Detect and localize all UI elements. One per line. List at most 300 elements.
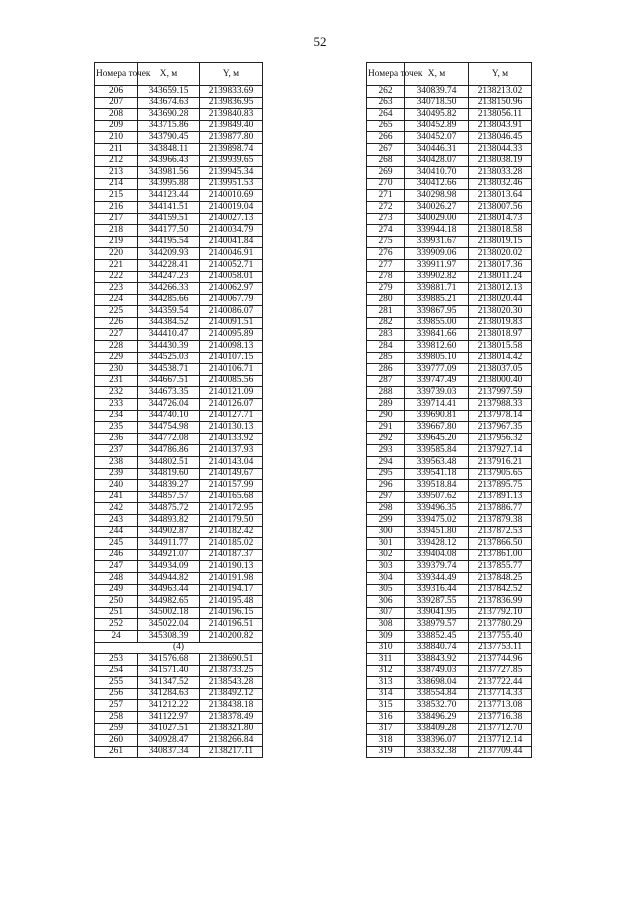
table-row (95, 236, 263, 248)
y-coordinate-cell: 2140133.92 (200, 433, 263, 445)
point-number-cell: 259 (95, 723, 138, 735)
y-coordinate-cell: 2138217.11 (200, 746, 263, 758)
x-coordinate-cell: 340412.66 (405, 178, 469, 190)
x-coordinate-cell: 344228.41 (138, 259, 200, 271)
point-number-cell: 210 (95, 132, 138, 144)
point-number-cell: 268 (367, 155, 405, 167)
table-row (367, 665, 532, 677)
point-number-cell: 288 (367, 387, 405, 399)
y-coordinate-cell: 2138733.25 (200, 665, 263, 677)
y-coordinate-cell: 2138266.84 (200, 735, 263, 747)
table-row (367, 642, 532, 654)
y-coordinate-cell: 2138038.19 (469, 155, 532, 167)
y-coordinate-cell: 2140130.13 (200, 422, 263, 434)
y-coordinate-cell: 2137755.40 (469, 630, 532, 642)
point-number-cell: 291 (367, 422, 405, 434)
x-coordinate-cell: 344875.72 (138, 503, 200, 515)
point-number-cell: 224 (95, 294, 138, 306)
table-row (95, 306, 263, 318)
x-coordinate-cell: 344839.27 (138, 480, 200, 492)
table-row (367, 271, 532, 283)
table-row (95, 248, 263, 260)
point-number-cell: 278 (367, 271, 405, 283)
table-row (367, 457, 532, 469)
x-coordinate-cell: 339805.10 (405, 352, 469, 364)
x-coordinate-cell: 344247.23 (138, 271, 200, 283)
x-coordinate-cell: 344209.93 (138, 248, 200, 260)
table-row (95, 167, 263, 179)
point-number-cell: 297 (367, 491, 405, 503)
point-number-cell: 275 (367, 236, 405, 248)
table-row (367, 97, 532, 109)
x-coordinate-cell: 343715.86 (138, 120, 200, 132)
table-row (367, 364, 532, 376)
point-number-cell: 313 (367, 677, 405, 689)
point-number-cell: 244 (95, 526, 138, 538)
x-coordinate-cell: 341212.22 (138, 700, 200, 712)
y-coordinate-cell: 2137727.85 (469, 665, 532, 677)
y-coordinate-cell: 2137722.44 (469, 677, 532, 689)
table-row (95, 619, 263, 631)
point-number-cell: 254 (95, 665, 138, 677)
x-coordinate-cell: 339316.44 (405, 584, 469, 596)
y-coordinate-cell: 2140172.95 (200, 503, 263, 515)
x-coordinate-cell: 343848.11 (138, 143, 200, 155)
point-number-cell: 287 (367, 375, 405, 387)
point-number-cell: 246 (95, 549, 138, 561)
point-number-cell: 225 (95, 306, 138, 318)
point-number-cell: 272 (367, 201, 405, 213)
y-coordinate-cell: 2140058.01 (200, 271, 263, 283)
table-row (367, 213, 532, 225)
table-row (95, 607, 263, 619)
table-row (95, 329, 263, 341)
y-coordinate-cell: 2140027.13 (200, 213, 263, 225)
x-coordinate-cell: 344123.44 (138, 190, 200, 202)
table-row (95, 341, 263, 353)
y-coordinate-cell: 2140034.79 (200, 225, 263, 237)
y-coordinate-cell: 2138011.24 (469, 271, 532, 283)
x-coordinate-cell: 344359.54 (138, 306, 200, 318)
table-row (95, 572, 263, 584)
table-row (95, 480, 263, 492)
x-coordinate-cell: 339518.84 (405, 480, 469, 492)
x-coordinate-cell: 344410.47 (138, 329, 200, 341)
point-number-cell: 237 (95, 445, 138, 457)
point-number-cell: 270 (367, 178, 405, 190)
table-row (95, 514, 263, 526)
x-coordinate-cell: 341571.40 (138, 665, 200, 677)
table-row (95, 259, 263, 271)
point-number-cell: 239 (95, 468, 138, 480)
x-coordinate-cell: 338843.92 (405, 654, 469, 666)
table-row (367, 445, 532, 457)
section-label: (4) (95, 642, 263, 654)
point-number-cell: 269 (367, 167, 405, 179)
point-number-cell: 310 (367, 642, 405, 654)
table-row (367, 190, 532, 202)
table-row (95, 654, 263, 666)
table-row (367, 677, 532, 689)
y-coordinate-cell: 2140157.99 (200, 480, 263, 492)
header-point-number: Номера точек (367, 63, 405, 86)
x-coordinate-cell: 338979.57 (405, 619, 469, 631)
x-coordinate-cell: 340026.27 (405, 201, 469, 213)
point-number-cell: 309 (367, 630, 405, 642)
table-row (95, 503, 263, 515)
point-number-cell: 304 (367, 572, 405, 584)
point-number-cell: 227 (95, 329, 138, 341)
table-row (95, 178, 263, 190)
point-number-cell: 250 (95, 596, 138, 608)
x-coordinate-cell: 344430.39 (138, 341, 200, 353)
point-number-cell: 262 (367, 86, 405, 98)
table-row (367, 549, 532, 561)
x-coordinate-cell: 339404.08 (405, 549, 469, 561)
x-coordinate-cell: 344934.09 (138, 561, 200, 573)
y-coordinate-cell: 2139877.80 (200, 132, 263, 144)
point-number-cell: 298 (367, 503, 405, 515)
x-coordinate-cell: 344921.07 (138, 549, 200, 561)
table-row (367, 688, 532, 700)
x-coordinate-cell: 345022.04 (138, 619, 200, 631)
table-row (95, 549, 263, 561)
y-coordinate-cell: 2140194.17 (200, 584, 263, 596)
x-coordinate-cell: 340495.82 (405, 109, 469, 121)
table-row (367, 167, 532, 179)
y-coordinate-cell: 2137879.38 (469, 514, 532, 526)
y-coordinate-cell: 2138017.36 (469, 259, 532, 271)
table-row (95, 352, 263, 364)
x-coordinate-cell: 341122.97 (138, 712, 200, 724)
table-row (367, 201, 532, 213)
point-number-cell: 281 (367, 306, 405, 318)
point-number-cell: 241 (95, 491, 138, 503)
y-coordinate-cell: 2138015.58 (469, 341, 532, 353)
y-coordinate-cell: 2137866.50 (469, 538, 532, 550)
y-coordinate-cell: 2140191.98 (200, 572, 263, 584)
point-number-cell: 277 (367, 259, 405, 271)
point-number-cell: 271 (367, 190, 405, 202)
point-number-cell: 217 (95, 213, 138, 225)
point-number-cell: 232 (95, 387, 138, 399)
y-coordinate-cell: 2138033.28 (469, 167, 532, 179)
y-coordinate-cell: 2140095.89 (200, 329, 263, 341)
point-number-cell: 223 (95, 283, 138, 295)
x-coordinate-cell: 344944.82 (138, 572, 200, 584)
x-coordinate-cell: 340410.70 (405, 167, 469, 179)
x-coordinate-cell: 339747.49 (405, 375, 469, 387)
y-coordinate-cell: 2137886.77 (469, 503, 532, 515)
table-row (95, 468, 263, 480)
x-coordinate-cell: 343966.43 (138, 155, 200, 167)
y-coordinate-cell: 2137895.75 (469, 480, 532, 492)
table-row (367, 468, 532, 480)
y-coordinate-cell: 2138020.02 (469, 248, 532, 260)
table-row (95, 213, 263, 225)
y-coordinate-cell: 2137978.14 (469, 410, 532, 422)
y-coordinate-cell: 2137792.10 (469, 607, 532, 619)
y-coordinate-cell: 2137744.96 (469, 654, 532, 666)
page-number: 52 (313, 34, 327, 49)
table-row (367, 387, 532, 399)
table-row (95, 433, 263, 445)
point-number-cell: 215 (95, 190, 138, 202)
y-coordinate-cell: 2140067.79 (200, 294, 263, 306)
coordinates-table-right (366, 62, 532, 758)
y-coordinate-cell: 2137855.77 (469, 561, 532, 573)
y-coordinate-cell: 2138000.40 (469, 375, 532, 387)
y-coordinate-cell: 2140195.48 (200, 596, 263, 608)
x-coordinate-cell: 344982.65 (138, 596, 200, 608)
x-coordinate-cell: 340837.34 (138, 746, 200, 758)
x-coordinate-cell: 339645.20 (405, 433, 469, 445)
x-coordinate-cell: 344857.57 (138, 491, 200, 503)
y-coordinate-cell: 2139833.69 (200, 86, 263, 98)
y-coordinate-cell: 2140196.51 (200, 619, 263, 631)
point-number-cell: 258 (95, 712, 138, 724)
x-coordinate-cell: 339881.71 (405, 283, 469, 295)
x-coordinate-cell: 340718.50 (405, 97, 469, 109)
x-coordinate-cell: 338554.84 (405, 688, 469, 700)
x-coordinate-cell: 340928.47 (138, 735, 200, 747)
y-coordinate-cell: 2138019.83 (469, 317, 532, 329)
table-row (367, 178, 532, 190)
x-coordinate-cell: 344963.44 (138, 584, 200, 596)
x-coordinate-cell: 339902.82 (405, 271, 469, 283)
point-number-cell: 306 (367, 596, 405, 608)
table-row (95, 677, 263, 689)
point-number-cell: 266 (367, 132, 405, 144)
table-row (367, 514, 532, 526)
table-row (367, 712, 532, 724)
table-row (95, 387, 263, 399)
x-coordinate-cell: 339344.49 (405, 572, 469, 584)
x-coordinate-cell: 341027.51 (138, 723, 200, 735)
point-number-cell: 231 (95, 375, 138, 387)
point-number-cell: 229 (95, 352, 138, 364)
point-number-cell: 206 (95, 86, 138, 98)
table-row (367, 572, 532, 584)
table-row (95, 375, 263, 387)
table-row (95, 294, 263, 306)
y-coordinate-cell: 2138018.97 (469, 329, 532, 341)
x-coordinate-cell: 339667.80 (405, 422, 469, 434)
table-row (95, 630, 263, 642)
point-number-cell: 318 (367, 735, 405, 747)
x-coordinate-cell: 341347.52 (138, 677, 200, 689)
coordinates-table-left (94, 62, 263, 758)
point-number-cell: 316 (367, 712, 405, 724)
table-row (95, 735, 263, 747)
x-coordinate-cell: 344195.54 (138, 236, 200, 248)
x-coordinate-cell: 339841.66 (405, 329, 469, 341)
point-number-cell: 256 (95, 688, 138, 700)
x-coordinate-cell: 341576.68 (138, 654, 200, 666)
point-number-cell: 263 (367, 97, 405, 109)
y-coordinate-cell: 2140165.68 (200, 491, 263, 503)
point-number-cell: 284 (367, 341, 405, 353)
point-number-cell: 282 (367, 317, 405, 329)
x-coordinate-cell: 340298.98 (405, 190, 469, 202)
y-coordinate-cell: 2137753.11 (469, 642, 532, 654)
point-number-cell: 242 (95, 503, 138, 515)
table-row (367, 630, 532, 642)
left-table-body (95, 86, 263, 643)
x-coordinate-cell: 340839.74 (405, 86, 469, 98)
y-coordinate-cell: 2137956.32 (469, 433, 532, 445)
section-label-row (95, 642, 263, 654)
x-coordinate-cell: 339777.09 (405, 364, 469, 376)
point-number-cell: 24 (95, 630, 138, 642)
y-coordinate-cell: 2138321.80 (200, 723, 263, 735)
y-coordinate-cell: 2140187.37 (200, 549, 263, 561)
y-coordinate-cell: 2138007.56 (469, 201, 532, 213)
y-coordinate-cell: 2138020.44 (469, 294, 532, 306)
x-coordinate-cell: 339041.95 (405, 607, 469, 619)
point-number-cell: 311 (367, 654, 405, 666)
y-coordinate-cell: 2137861.00 (469, 549, 532, 561)
table-row (95, 712, 263, 724)
x-coordinate-cell: 344266.33 (138, 283, 200, 295)
point-number-cell: 207 (95, 97, 138, 109)
point-number-cell: 294 (367, 457, 405, 469)
y-coordinate-cell: 2138032.46 (469, 178, 532, 190)
table-row (95, 561, 263, 573)
x-coordinate-cell: 339451.80 (405, 526, 469, 538)
x-coordinate-cell: 344819.60 (138, 468, 200, 480)
x-coordinate-cell: 344141.51 (138, 201, 200, 213)
y-coordinate-cell: 2140182.42 (200, 526, 263, 538)
x-coordinate-cell: 343995.88 (138, 178, 200, 190)
x-coordinate-cell: 338409.28 (405, 723, 469, 735)
table-row (95, 410, 263, 422)
y-coordinate-cell: 2138046.45 (469, 132, 532, 144)
x-coordinate-cell: 343690.28 (138, 109, 200, 121)
point-number-cell: 257 (95, 700, 138, 712)
y-coordinate-cell: 2139939.65 (200, 155, 263, 167)
table-row (367, 375, 532, 387)
x-coordinate-cell: 339541.18 (405, 468, 469, 480)
table-row (367, 526, 532, 538)
y-coordinate-cell: 2140143.04 (200, 457, 263, 469)
table-row (367, 433, 532, 445)
y-coordinate-cell: 2140126.07 (200, 399, 263, 411)
x-coordinate-cell: 339909.06 (405, 248, 469, 260)
y-coordinate-cell: 2138690.51 (200, 654, 263, 666)
x-coordinate-cell: 343790.45 (138, 132, 200, 144)
table-row (367, 399, 532, 411)
x-coordinate-cell: 344285.66 (138, 294, 200, 306)
y-coordinate-cell: 2140137.93 (200, 445, 263, 457)
x-coordinate-cell: 338496.29 (405, 712, 469, 724)
x-coordinate-cell: 339507.62 (405, 491, 469, 503)
x-coordinate-cell: 344754.98 (138, 422, 200, 434)
table-row (367, 654, 532, 666)
table-row (367, 283, 532, 295)
point-number-cell: 261 (95, 746, 138, 758)
y-coordinate-cell: 2140046.91 (200, 248, 263, 260)
table-row (95, 283, 263, 295)
table-row (367, 410, 532, 422)
point-number-cell: 251 (95, 607, 138, 619)
table-row (367, 723, 532, 735)
x-coordinate-cell: 341284.63 (138, 688, 200, 700)
table-row (95, 746, 263, 758)
y-coordinate-cell: 2137712.70 (469, 723, 532, 735)
table-header-row (367, 63, 532, 86)
point-number-cell: 233 (95, 399, 138, 411)
point-number-cell: 290 (367, 410, 405, 422)
point-number-cell: 255 (95, 677, 138, 689)
table-row (95, 271, 263, 283)
x-coordinate-cell: 344525.03 (138, 352, 200, 364)
x-coordinate-cell: 339690.81 (405, 410, 469, 422)
x-coordinate-cell: 339379.74 (405, 561, 469, 573)
y-coordinate-cell: 2139951.53 (200, 178, 263, 190)
point-number-cell: 216 (95, 201, 138, 213)
point-number-cell: 280 (367, 294, 405, 306)
x-coordinate-cell: 338396.07 (405, 735, 469, 747)
y-coordinate-cell: 2138020.30 (469, 306, 532, 318)
point-number-cell: 222 (95, 271, 138, 283)
point-number-cell: 240 (95, 480, 138, 492)
table-row (367, 503, 532, 515)
x-coordinate-cell: 343981.56 (138, 167, 200, 179)
point-number-cell: 245 (95, 538, 138, 550)
x-coordinate-cell: 338840.74 (405, 642, 469, 654)
x-coordinate-cell: 338749.03 (405, 665, 469, 677)
table-row (95, 584, 263, 596)
y-coordinate-cell: 2138438.18 (200, 700, 263, 712)
point-number-cell: 264 (367, 109, 405, 121)
table-row (367, 86, 532, 98)
point-number-cell: 279 (367, 283, 405, 295)
table-row (95, 688, 263, 700)
y-coordinate-cell: 2140085.56 (200, 375, 263, 387)
table-row (367, 491, 532, 503)
y-coordinate-cell: 2137712.14 (469, 735, 532, 747)
table-row (95, 457, 263, 469)
table-row (367, 132, 532, 144)
point-number-cell: 299 (367, 514, 405, 526)
y-coordinate-cell: 2140098.13 (200, 341, 263, 353)
x-coordinate-cell: 344673.35 (138, 387, 200, 399)
y-coordinate-cell: 2138018.58 (469, 225, 532, 237)
point-number-cell: 289 (367, 399, 405, 411)
y-coordinate-cell: 2137988.33 (469, 399, 532, 411)
table-row (367, 143, 532, 155)
table-row (95, 86, 263, 98)
y-coordinate-cell: 2140200.82 (200, 630, 263, 642)
y-coordinate-cell: 2137709.44 (469, 746, 532, 758)
x-coordinate-cell: 344538.71 (138, 364, 200, 376)
y-coordinate-cell: 2140121.09 (200, 387, 263, 399)
x-coordinate-cell: 340428.07 (405, 155, 469, 167)
x-coordinate-cell: 340029.00 (405, 213, 469, 225)
x-coordinate-cell: 344740.10 (138, 410, 200, 422)
y-coordinate-cell: 2138037.05 (469, 364, 532, 376)
point-number-cell: 300 (367, 526, 405, 538)
x-coordinate-cell: 340452.89 (405, 120, 469, 132)
table-row (95, 190, 263, 202)
point-number-cell: 308 (367, 619, 405, 631)
y-coordinate-cell: 2137848.25 (469, 572, 532, 584)
point-number-cell: 234 (95, 410, 138, 422)
y-coordinate-cell: 2138019.15 (469, 236, 532, 248)
table-row (367, 352, 532, 364)
y-coordinate-cell: 2139898.74 (200, 143, 263, 155)
